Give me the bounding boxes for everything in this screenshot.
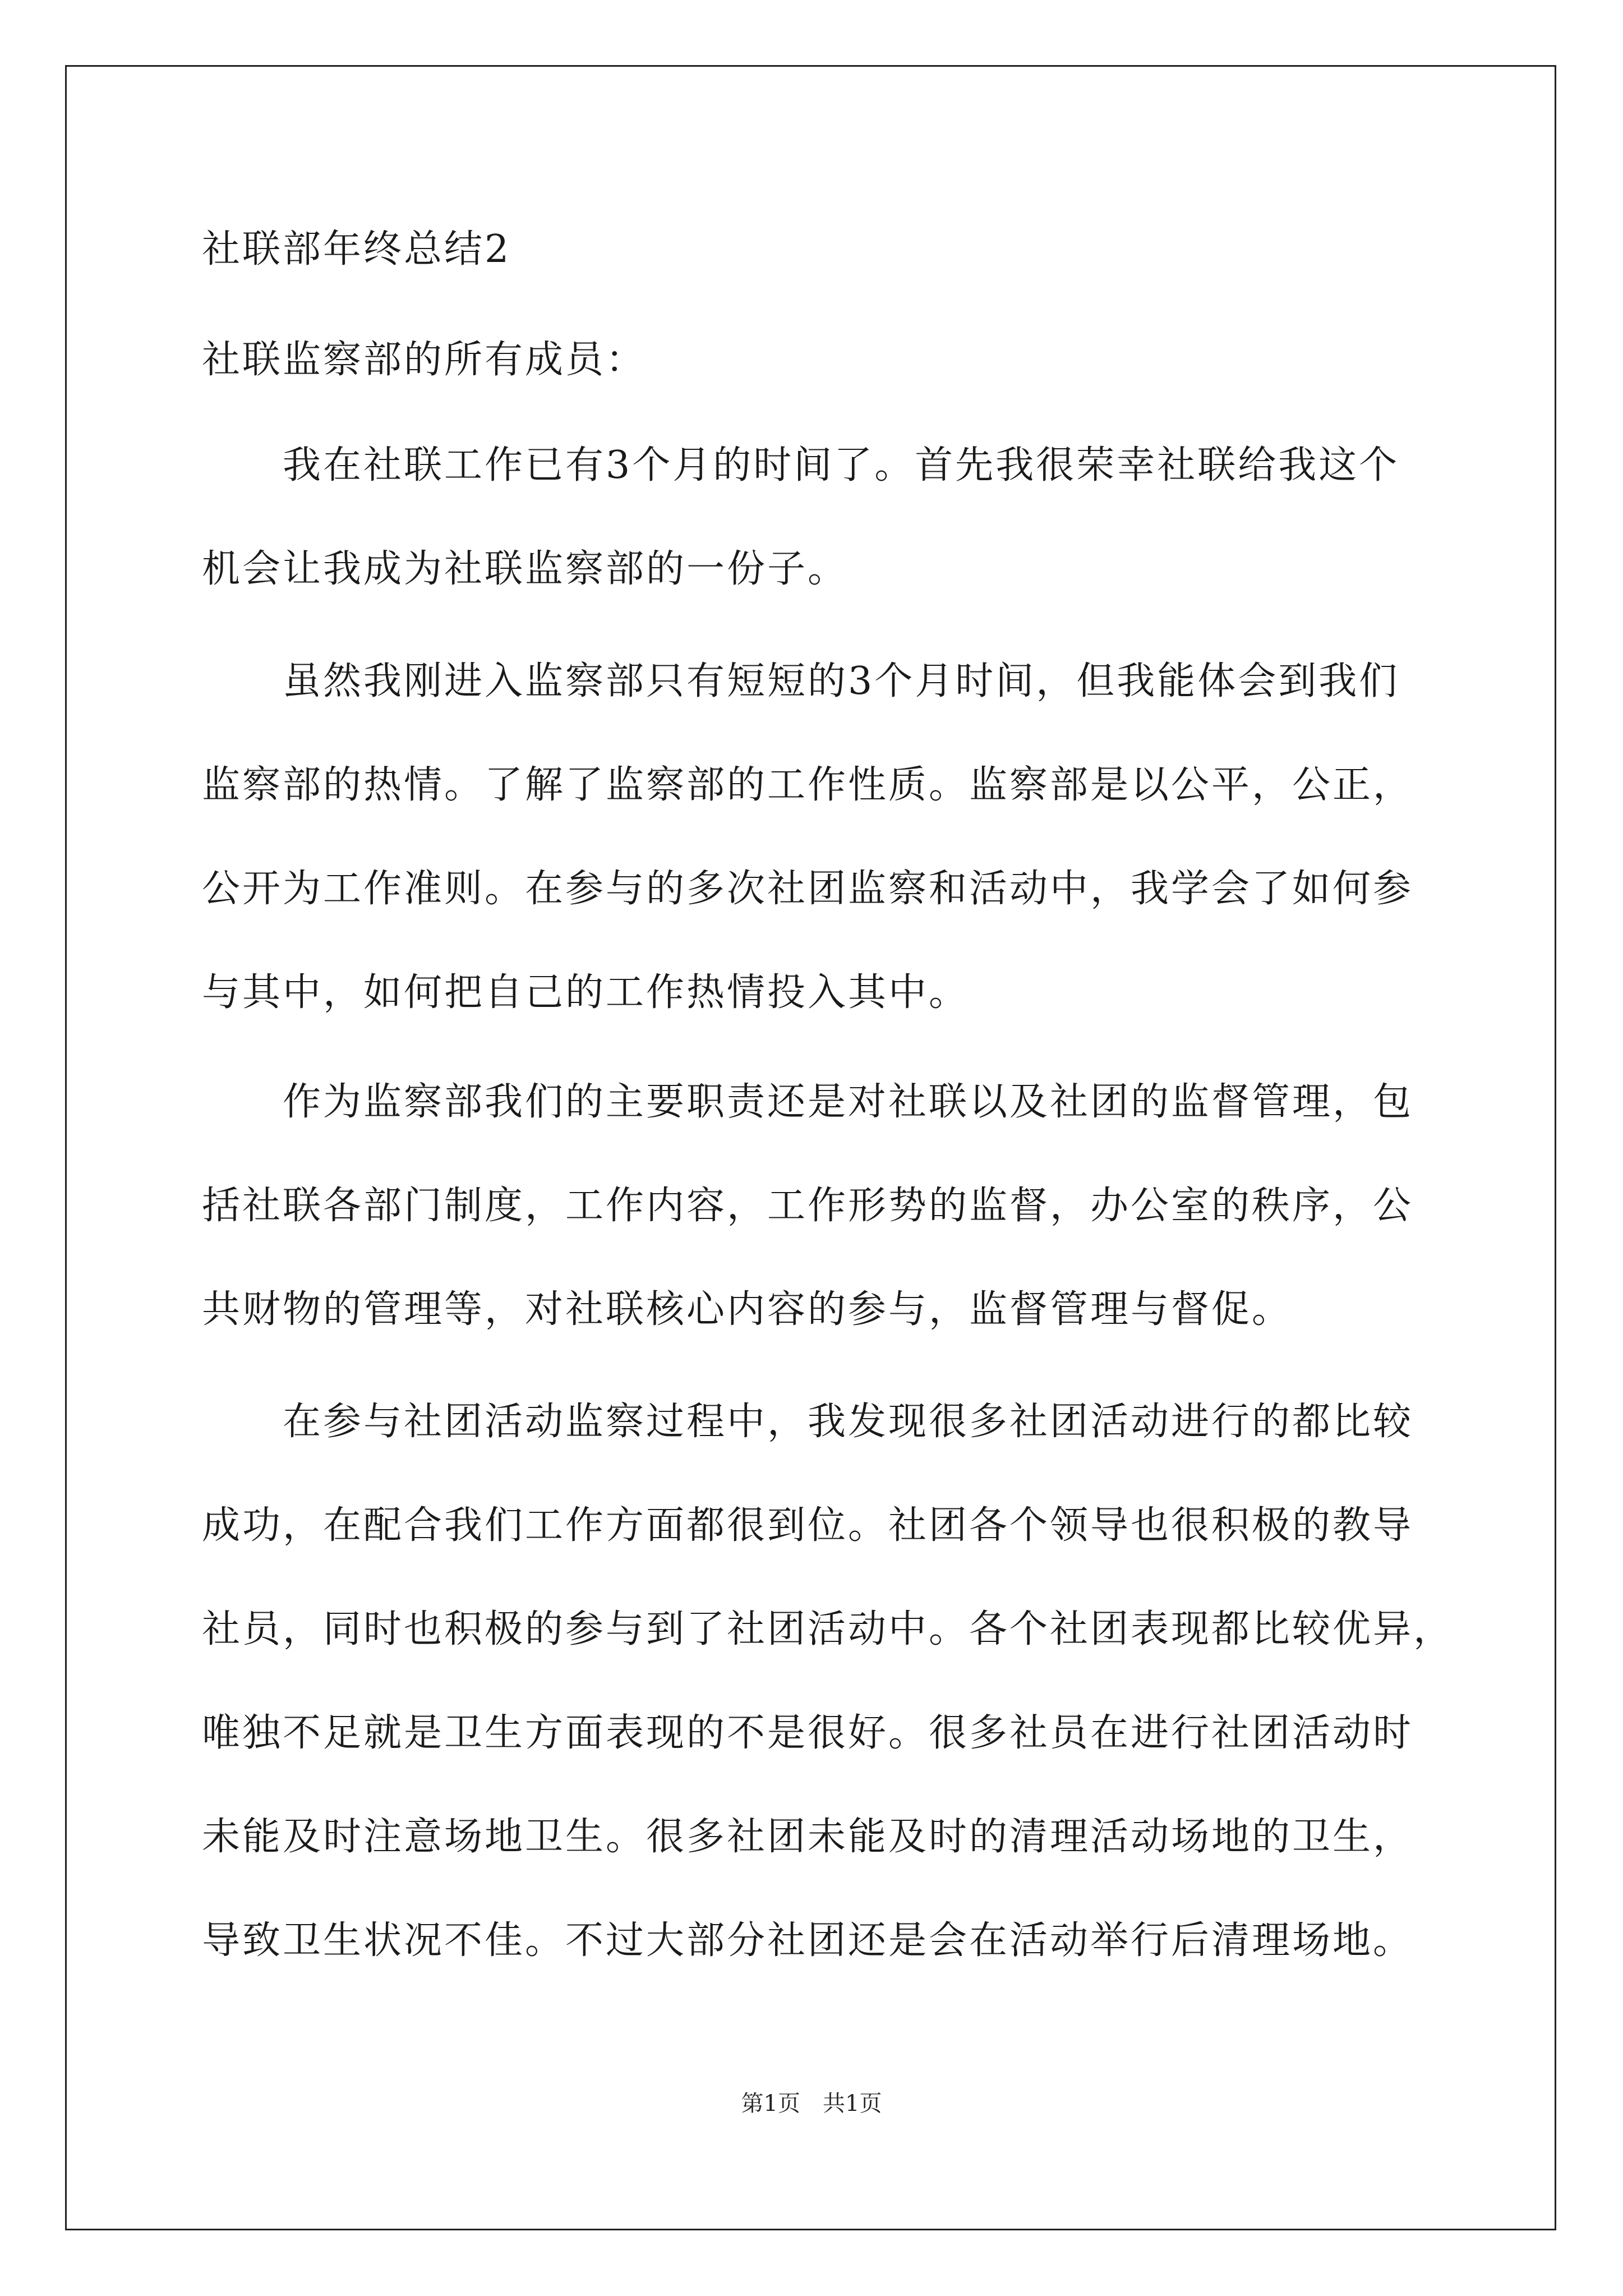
paragraph-line: 导致卫生状况不佳。不过大部分社团还是会在活动举行后清理场地。	[202, 1918, 1414, 1963]
paragraph-line: 我在社联工作已有3个月的时间了。首先我很荣幸社联给我这个	[202, 443, 1400, 487]
paragraph-line: 与其中，如何把自己的工作热情投入其中。	[202, 970, 970, 1015]
paragraph-line: 共财物的管理等，对社联核心内容的参与，监督管理与督促。	[202, 1287, 1293, 1332]
paragraph-line: 社员，同时也积极的参与到了社团活动中。各个社团表现都比较优异，	[202, 1607, 1454, 1651]
page-border	[65, 65, 1556, 2230]
paragraph-line: 成功，在配合我们工作方面都很到位。社团各个领导也很积极的教导	[202, 1503, 1414, 1548]
paragraph-line: 在参与社团活动监察过程中，我发现很多社团活动进行的都比较	[202, 1400, 1414, 1444]
paragraph-line: 唯独不足就是卫生方面表现的不是很好。很多社员在进行社团活动时	[202, 1711, 1414, 1755]
paragraph-line: 括社联各部门制度，工作内容，工作形势的监督，办公室的秩序，公	[202, 1184, 1414, 1228]
paragraph-line: 监察部的热情。了解了监察部的工作性质。监察部是以公平，公正，	[202, 763, 1414, 807]
paragraph-line: 作为监察部我们的主要职责还是对社联以及社团的监督管理，包	[202, 1080, 1414, 1124]
paragraph-line: 机会让我成为社联监察部的一份子。	[202, 547, 849, 591]
salutation: 社联监察部的所有成员：	[202, 338, 647, 382]
paragraph-line: 公开为工作准则。在参与的多次社团监察和活动中，我学会了如何参	[202, 867, 1414, 911]
page-footer: 第1页 共1页	[741, 2091, 882, 2116]
document-title: 社联部年终总结2	[202, 227, 511, 272]
paragraph-line: 未能及时注意场地卫生。很多社团未能及时的清理活动场地的卫生，	[202, 1815, 1414, 1859]
paragraph-line: 虽然我刚进入监察部只有短短的3个月时间，但我能体会到我们	[202, 659, 1400, 703]
